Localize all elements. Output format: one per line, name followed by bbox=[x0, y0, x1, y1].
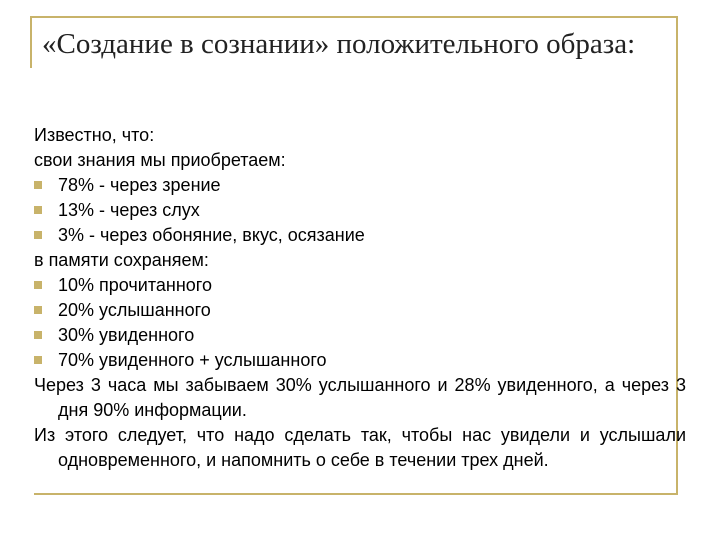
list-item: 10% прочитанного bbox=[34, 273, 686, 298]
conclusion-paragraph: Из этого следует, что надо сделать так, чтобы нас увидели и услышали одновременного, и напомнить о себе в течении трех дней. bbox=[34, 425, 686, 470]
list-item: 20% услышанного bbox=[34, 298, 686, 323]
square-bullet-icon bbox=[34, 206, 42, 214]
list-item: 70% увиденного + услышанного bbox=[34, 348, 686, 373]
frame-bottom-line bbox=[34, 493, 678, 495]
square-bullet-icon bbox=[34, 181, 42, 189]
list-item: 78% - через зрение bbox=[34, 173, 686, 198]
slide-title: «Создание в сознании» положительного образа: bbox=[42, 28, 636, 60]
intro-line: Известно, что: bbox=[34, 125, 155, 145]
frame-top-line bbox=[30, 16, 678, 18]
memory-heading: в памяти сохраняем: bbox=[34, 250, 209, 270]
list-item: 30% увиденного bbox=[34, 323, 686, 348]
acquire-heading: свои знания мы приобретаем: bbox=[34, 150, 286, 170]
square-bullet-icon bbox=[34, 356, 42, 364]
square-bullet-icon bbox=[34, 331, 42, 339]
slide-body bbox=[34, 123, 686, 473]
frame-left-line bbox=[30, 16, 32, 68]
forgetting-paragraph: Через 3 часа мы забываем 30% услышанного и 28% увиденного, а через 3 дня 90% информации. bbox=[34, 375, 686, 420]
square-bullet-icon bbox=[34, 306, 42, 314]
square-bullet-icon bbox=[34, 281, 42, 289]
square-bullet-icon bbox=[34, 231, 42, 239]
list-item: 3% - через обоняние, вкус, осязание bbox=[34, 223, 686, 248]
list-item: 13% - через слух bbox=[34, 198, 686, 223]
